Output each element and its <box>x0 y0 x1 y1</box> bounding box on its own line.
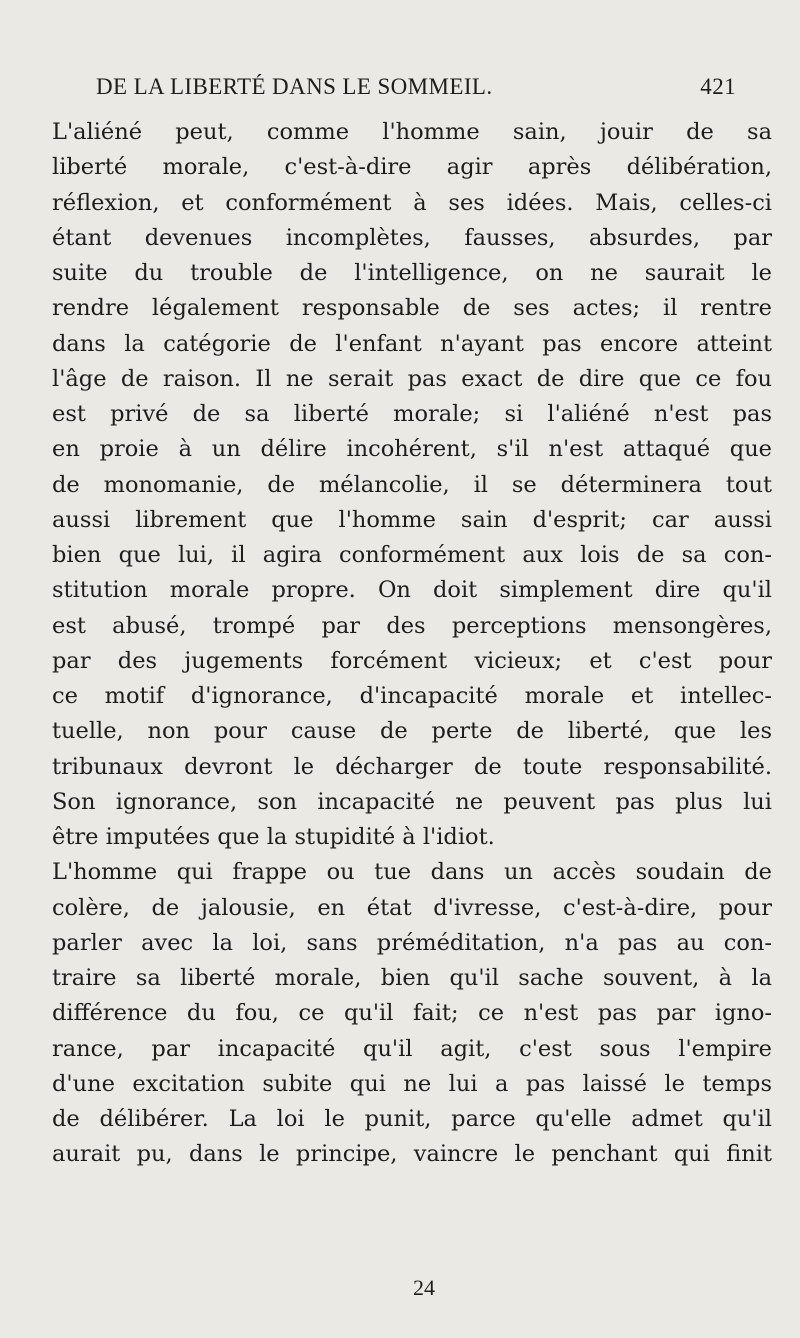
text-line: parler avec la loi, sans préméditation, n'a pas au con- <box>52 929 772 956</box>
signature-number: 24 <box>413 1275 435 1300</box>
running-head <box>96 74 736 106</box>
text-line: étant devenues incomplètes, fausses, absurdes, par <box>52 224 772 251</box>
running-head-title: DE LA LIBERTÉ DANS LE SOMMEIL. <box>96 74 493 99</box>
text-line: de monomanie, de mélancolie, il se déterminera tout <box>52 471 772 498</box>
text-line: en proie à un délire incohérent, s'il n'est attaqué que <box>52 436 772 463</box>
text-line: par des jugements forcément vicieux; et c'est pour <box>52 647 772 674</box>
text-line: L'homme qui frappe ou tue dans un accès soudain de <box>52 859 772 886</box>
text-line: de délibérer. La loi le punit, parce qu'elle admet qu'il <box>52 1106 772 1132</box>
text-line: ce motif d'ignorance, d'incapacité morale et intellec- <box>52 683 772 709</box>
text-line: rendre légalement responsable de ses actes; il rentre <box>52 295 772 322</box>
page-number: 421 <box>700 74 736 99</box>
text-line: colère, de jalousie, en état d'ivresse, c'est-à-dire, pour <box>52 894 772 921</box>
text-line: rance, par incapacité qu'il agit, c'est sous l'empire <box>52 1035 772 1062</box>
text-line: tuelle, non pour cause de perte de liberté, que les <box>52 718 772 745</box>
text-line: aussi librement que l'homme sain d'esprit; car aussi <box>52 506 772 533</box>
text-line: stitution morale propre. On doit simplement dire qu'il <box>52 577 772 604</box>
text-line: l'âge de raison. Il ne serait pas exact de dire que ce fou <box>52 365 772 392</box>
text-line: L'aliéné peut, comme l'homme sain, jouir de sa <box>52 119 772 145</box>
signature-mark <box>0 1275 800 1301</box>
text-line: est privé de sa liberté morale; si l'aliéné n'est pas <box>52 401 772 427</box>
text-line: est abusé, trompé par des perceptions mensongères, <box>52 612 772 639</box>
text-line: bien que lui, il agira conformément aux lois de sa con- <box>52 542 772 568</box>
text-line: aurait pu, dans le principe, vaincre le penchant qui finit <box>52 1141 772 1168</box>
text-line: traire sa liberté morale, bien qu'il sache souvent, à la <box>52 965 772 991</box>
body-text <box>52 115 772 1173</box>
text-line: Son ignorance, son incapacité ne peuvent pas plus lui <box>52 788 772 815</box>
text-line: suite du trouble de l'intelligence, on ne saurait le <box>52 260 772 286</box>
text-line: d'une excitation subite qui ne lui a pas laissé le temps <box>52 1070 772 1097</box>
text-line: tribunaux devront le décharger de toute responsabilité. <box>52 753 772 780</box>
text-line: différence du fou, ce qu'il fait; ce n'est pas par igno- <box>52 1000 772 1027</box>
text-line: liberté morale, c'est-à-dire agir après délibération, <box>52 154 772 181</box>
text-line: dans la catégorie de l'enfant n'ayant pas encore atteint <box>52 330 772 357</box>
text-line: être imputées que la stupidité à l'idiot. <box>52 824 495 850</box>
text-line: réflexion, et conformément à ses idées. Mais, celles-ci <box>52 189 772 216</box>
